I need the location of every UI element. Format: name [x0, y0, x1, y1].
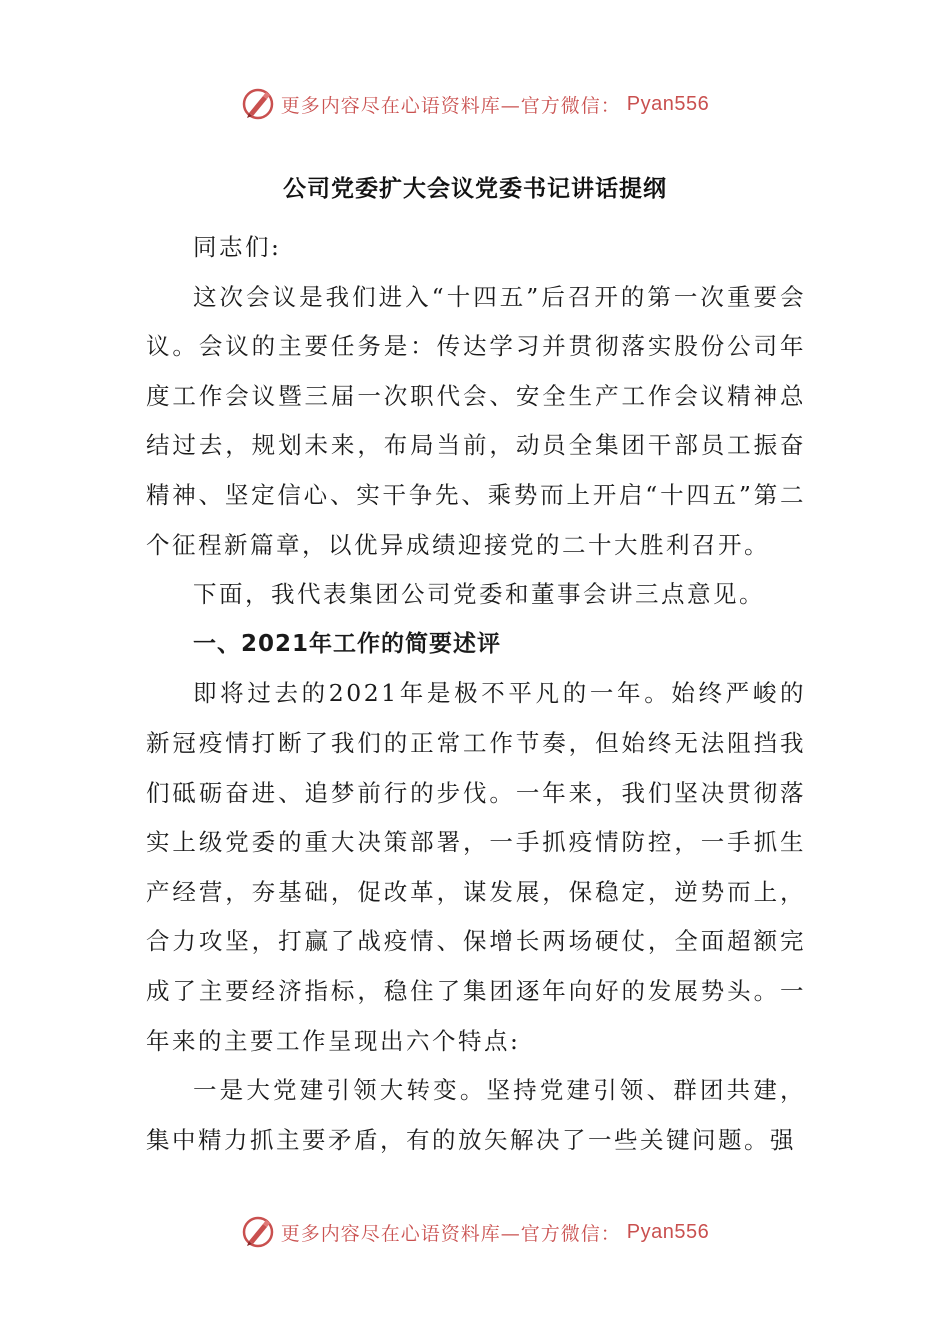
- salutation: 同志们:: [193, 233, 282, 261]
- paragraph-outline: 下面，我代表集团公司党委和董事会讲三点意见。: [193, 580, 765, 609]
- section-heading: 一、2021年工作的简要述评: [193, 630, 502, 657]
- watermark-wechat-id: Pyan556: [626, 92, 710, 115]
- pen-logo-icon: [241, 1215, 275, 1249]
- pen-logo-icon: [241, 87, 275, 121]
- paragraph-point-one: 一是大党建引领大转变。坚持党建引领、群团共建，集中精力抓主要矛盾，有的放矢解决了一些关键问题。强: [146, 1076, 806, 1154]
- paragraph-intro: 这次会议是我们进入“十四五”后召开的第一次重要会议。会议的主要任务是：传达学习并贯彻落实股份公司年度工作会议暨三届一次职代会、安全生产工作会议精神总结过去，规划未来，布局当前，动员全集团干部员工振奋精神、坚定信心、实干争先、乘势而上开启“十四五”第二个征程新篇章，以优异成绩迎接党的二十大胜利召开。: [146, 282, 806, 559]
- watermark-wechat-id: Pyan556: [626, 1220, 710, 1243]
- watermark-footer: [0, 1212, 950, 1252]
- document-body: [146, 223, 806, 1165]
- document-title: 公司党委扩大会议党委书记讲话提纲: [283, 176, 667, 202]
- paragraph-review: 即将过去的2021年是极不平凡的一年。始终严峻的新冠疫情打断了我们的正常工作节奏，但始终无法阻挡我们砥砺奋进、追梦前行的步伐。一年来，我们坚决贯彻落实上级党委的重大决策部署，一手抓疫情防控，一手抓生产经营，夯基础，促改革，谋发展，保稳定，逆势而上，合力攻坚，打赢了战疫情、保增长两场硬仗，全面超额完成了主要经济指标，稳住了集团逐年向好的发展势头。一年来的主要工作呈现出六个特点:: [146, 679, 806, 1055]
- watermark-header: [0, 84, 950, 124]
- watermark-text: 更多内容尽在心语资料库—官方微信：: [280, 94, 621, 117]
- watermark-text: 更多内容尽在心语资料库—官方微信：: [280, 1222, 621, 1245]
